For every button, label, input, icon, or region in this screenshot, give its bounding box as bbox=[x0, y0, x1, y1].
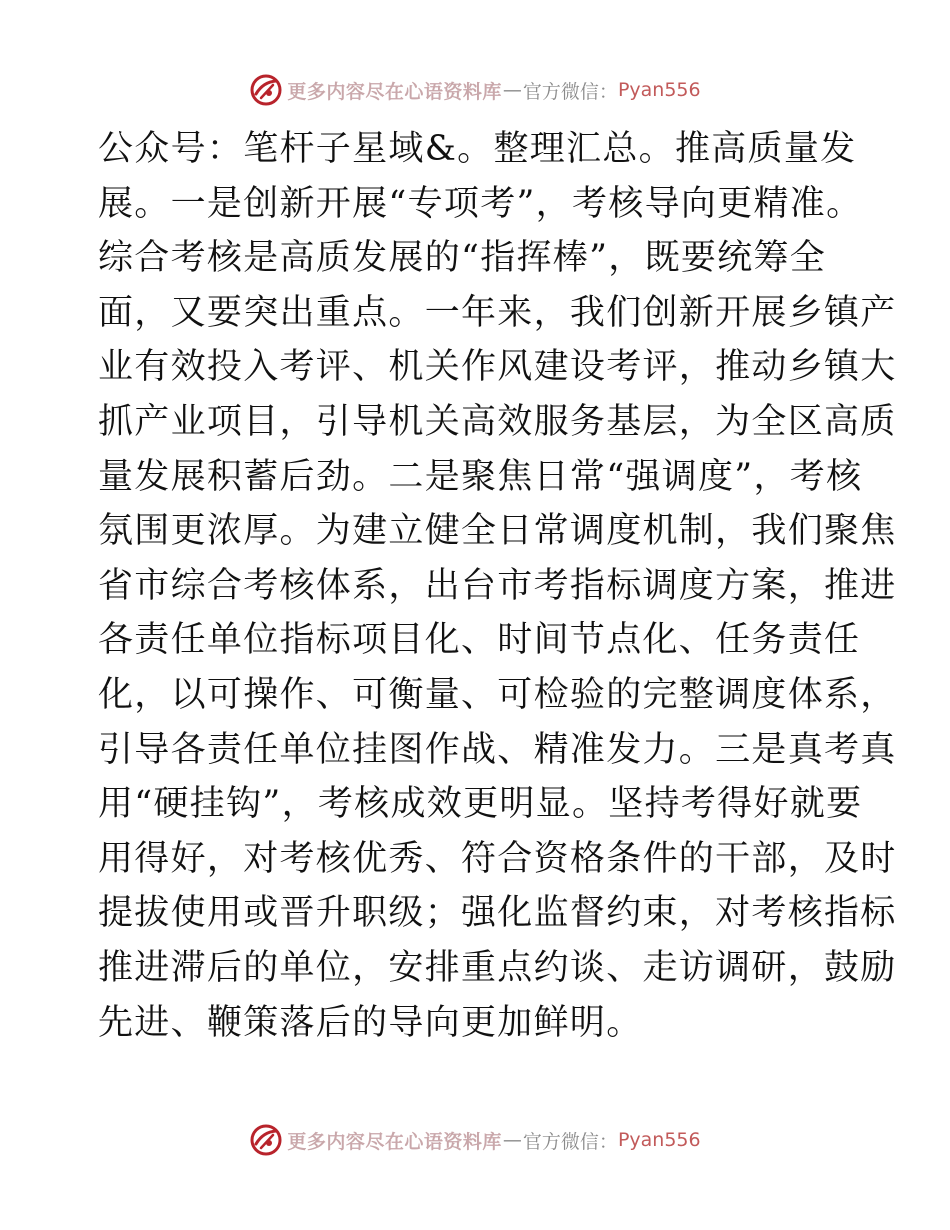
watermark-wechat-id: Pyan556 bbox=[617, 79, 701, 101]
header-watermark bbox=[0, 70, 950, 110]
body-line: 省市综合考核体系，出台市考指标调度方案，推进 bbox=[98, 565, 897, 606]
watermark-wechat-label: 官方微信： bbox=[522, 80, 618, 103]
body-line: 引导各责任单位挂图作战、精准发力。三是真考真 bbox=[98, 729, 897, 770]
body-line: 氛围更浓厚。为建立健全日常调度机制，我们聚焦 bbox=[98, 511, 897, 552]
brush-logo-icon bbox=[249, 1123, 283, 1157]
watermark-dash: — bbox=[502, 79, 522, 101]
body-line: 化，以可操作、可衡量、可检验的完整调度体系， bbox=[98, 674, 897, 715]
body-line: 提拔使用或晋升职级；强化监督约束，对考核指标 bbox=[98, 893, 897, 934]
body-line: 业有效投入考评、机关作风建设考评，推动乡镇大 bbox=[98, 347, 897, 388]
body-line: 各责任单位指标项目化、时间节点化、任务责任 bbox=[98, 620, 861, 661]
body-line: 面，又要突出重点。一年来，我们创新开展乡镇产 bbox=[98, 292, 897, 333]
body-line: 公众号：笔杆子星域&。整理汇总。推高质量发 bbox=[98, 129, 857, 169]
body-line: 先进、鞭策落后的导向更加鲜明。 bbox=[98, 1002, 643, 1043]
document-body bbox=[98, 122, 897, 1050]
watermark-main-text: 更多内容尽在心语资料库 bbox=[287, 80, 502, 103]
watermark-wechat-id: Pyan556 bbox=[617, 1129, 701, 1151]
brush-logo-icon bbox=[249, 73, 283, 107]
footer-watermark bbox=[0, 1120, 950, 1160]
body-line: 抓产业项目，引导机关高效服务基层，为全区高质 bbox=[98, 401, 897, 442]
body-line: 推进滞后的单位，安排重点约谈、走访调研，鼓励 bbox=[98, 947, 897, 988]
body-line: 展。一是创新开展“专项考”，考核导向更精准。 bbox=[98, 183, 863, 224]
watermark-dash: — bbox=[502, 1129, 522, 1151]
body-line: 综合考核是高质发展的“指挥棒”，既要统筹全 bbox=[98, 238, 827, 279]
watermark-main-text: 更多内容尽在心语资料库 bbox=[287, 1130, 502, 1153]
watermark-wechat-label: 官方微信： bbox=[522, 1130, 618, 1153]
body-line: 用“硬挂钩”，考核成效更明显。坚持考得好就要 bbox=[98, 784, 863, 825]
body-line: 量发展积蓄后劲。二是聚焦日常“强调度”，考核 bbox=[98, 456, 863, 497]
body-line: 用得好，对考核优秀、符合资格条件的干部，及时 bbox=[98, 838, 897, 879]
